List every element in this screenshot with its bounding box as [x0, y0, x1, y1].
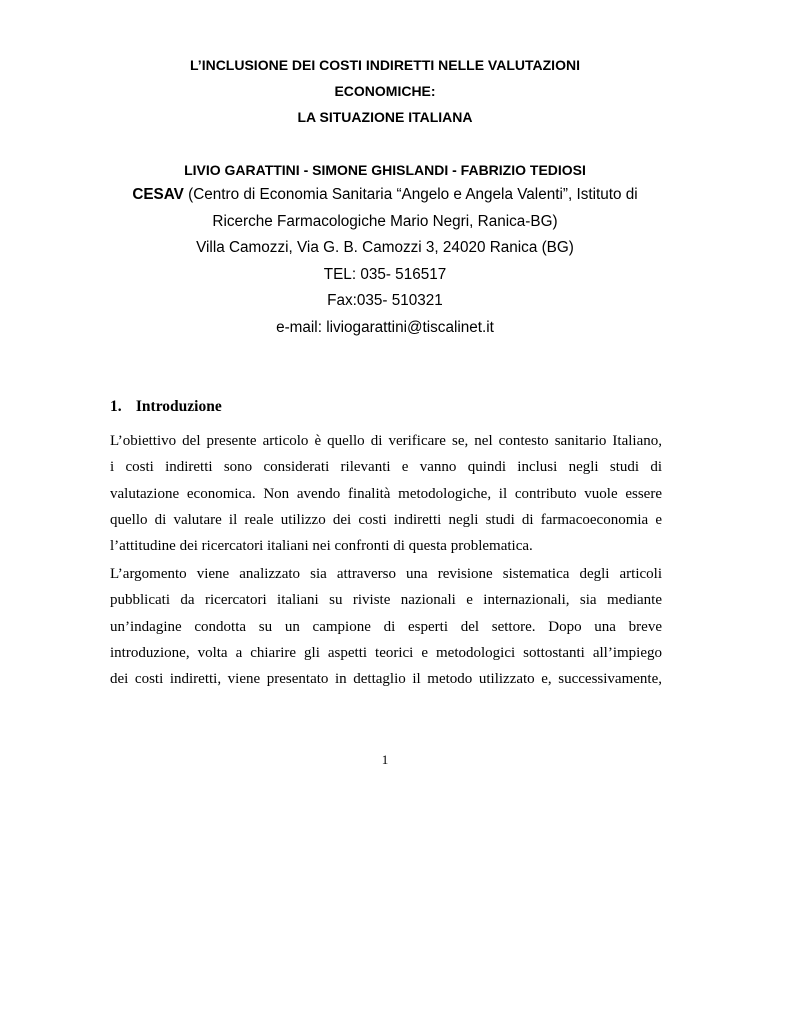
tel-line: TEL: 035- 516517	[323, 265, 447, 283]
authors-line: LIVIO GARATTINI - SIMONE GHISLANDI - FABRIZIO TEDIOSI	[184, 162, 586, 178]
address-line: Villa Camozzi, Via G. B. Camozzi 3, 24020 Ranica (BG)	[196, 239, 574, 256]
fax-line: Fax:035- 510321	[327, 292, 443, 309]
paragraph-2-line-1: L’argomento viene analizzato sia attraverso una revisione sistematica degli articoli	[110, 566, 662, 582]
paragraph-1-line-4: quello di valutare il reale utilizzo dei costi indiretti negli studi di farmacoeconomia e	[110, 511, 662, 528]
paragraph-2-line-2: pubblicati da ricercatori italiani su riviste nazionali e internazionali, sia mediante	[110, 592, 662, 609]
paragraph-1-line-3: valutazione economica. Non avendo finalità metodologiche, il contributo vuole essere	[110, 485, 662, 502]
paragraph-1-line-5: l’attitudine dei ricercatori italiani nei confronti di questa problematica.	[110, 538, 533, 555]
title-line-3: LA SITUAZIONE ITALIANA	[297, 109, 473, 125]
paragraph-2-line-3: un’indagine condotta su un campione di esperti del settore. Dopo una breve	[110, 618, 662, 635]
section-number: 1.	[110, 398, 122, 415]
paragraph-2	[110, 561, 662, 692]
email-line: e-mail: liviogarattini@tiscalinet.it	[276, 318, 494, 336]
document-title	[110, 52, 660, 130]
paragraph-1-line-2: i costi indiretti sono considerati rilevanti e vanno quindi inclusi negli studi di	[110, 459, 662, 476]
paragraph-2-line-4: introduzione, volta a chiarire gli aspetti teorici e metodologici sottostanti all’impiego	[110, 644, 662, 661]
section-heading	[110, 396, 222, 418]
page-number: 1	[381, 752, 389, 767]
paragraph-1-line-1: L’obiettivo del presente articolo è quello di verificare se, nel contesto sanitario Italiano,	[110, 433, 662, 449]
affiliation-block	[100, 182, 670, 341]
title-line-2: ECONOMICHE:	[334, 83, 436, 99]
org-abbrev: CESAV	[132, 186, 184, 203]
affiliation-line-2: Ricerche Farmacologiche Mario Negri, Ranica-BG)	[212, 212, 558, 230]
paragraph-1	[110, 428, 662, 559]
affiliation-line-1	[100, 182, 670, 209]
section-title: Introduzione	[135, 398, 222, 415]
title-line-1: L’INCLUSIONE DEI COSTI INDIRETTI NELLE VALUTAZIONI	[190, 57, 580, 73]
org-line1-rest: (Centro di Economia Sanitaria “Angelo e Angela Valenti”, Istituto di	[183, 186, 638, 203]
paragraph-2-line-5: dei costi indiretti, viene presentato in dettaglio il metodo utilizzato e, successivamente,	[110, 671, 662, 688]
